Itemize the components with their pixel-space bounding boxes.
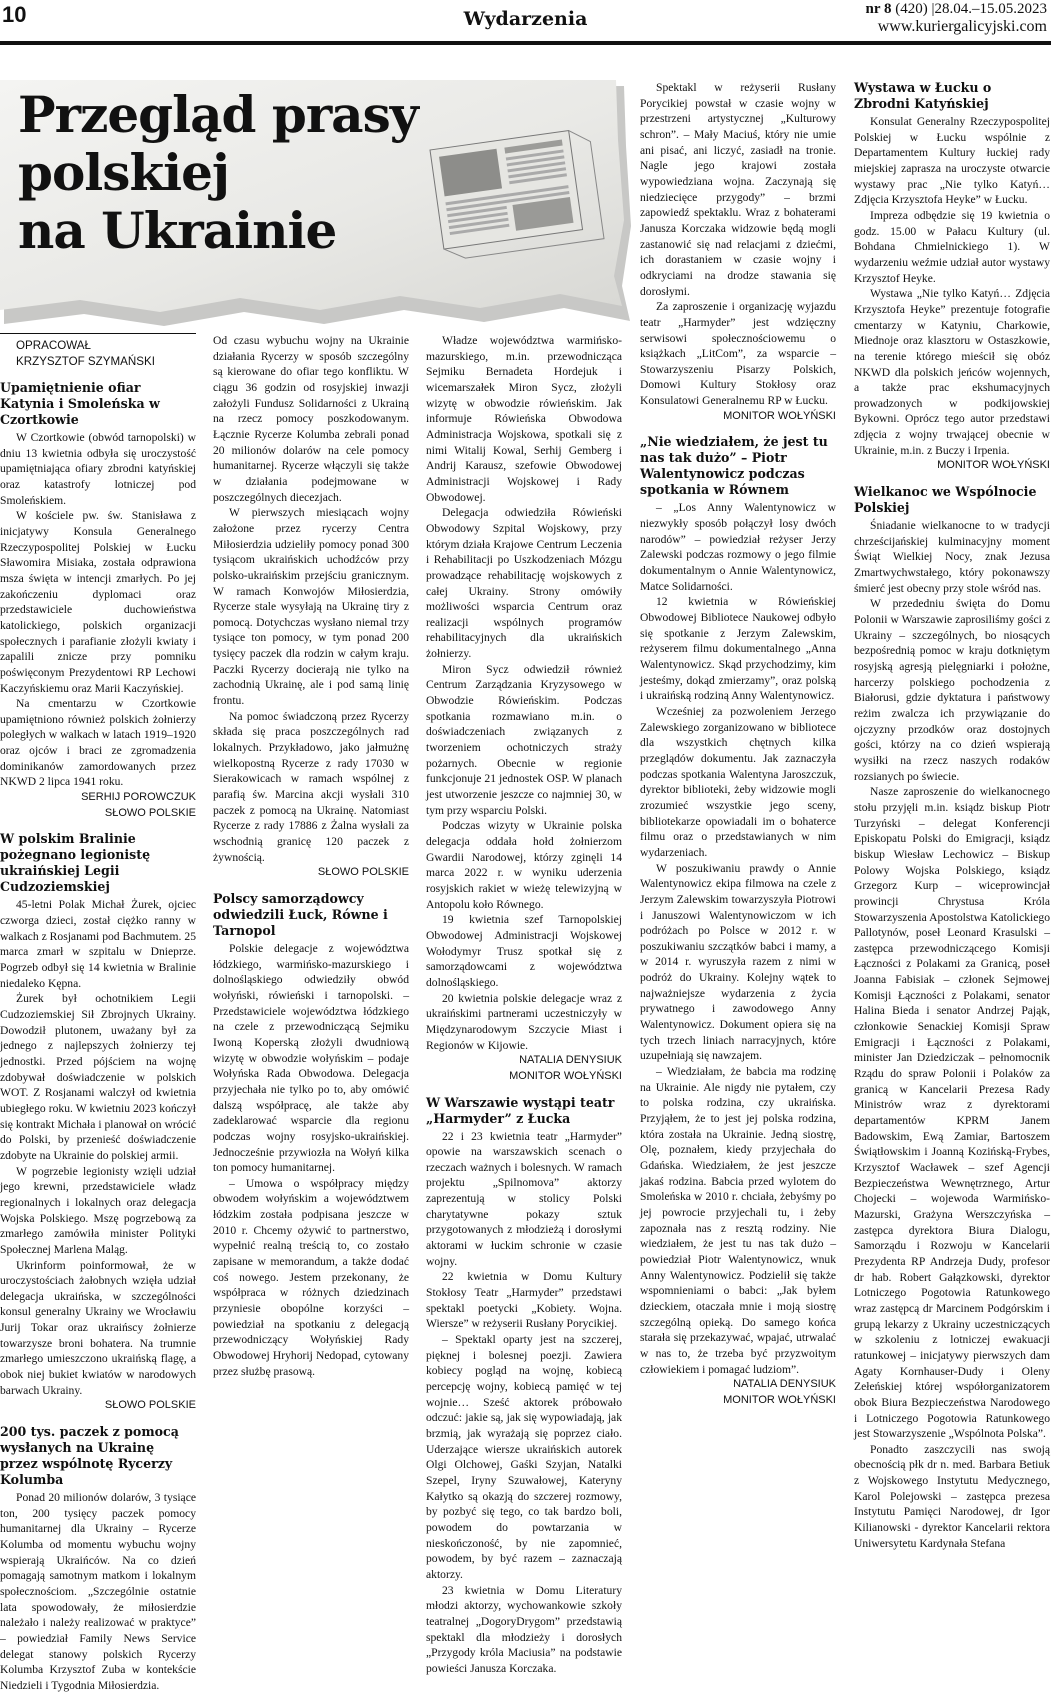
paragraph: 22 i 23 kwietnia teatr „Harmyder” opowie na warszawskich scenach o rzeczach ważnych i bolesnych. W ramach projektu „Spilnomova” aktorzy zaprezentują w stolicy Polski charytatywne pokazy sztuk przygotowanych z młodzieżą i dorosłymi aktorami w łuckim schronie w czasie wojny. xyxy=(426,1129,622,1268)
paragraph: Żurek był ochotnikiem Legii Cudzoziemskiej Sił Zbrojnych Ukrainy. Dowodził plutonem, uważany był za jednego z najlepszych żołnierzy tej jednostki. Przed pójściem na wojnę zdobywał doświadczenie w polskich WOT. Z Rosjanami walczył od kwietnia ubiegłego roku. W kwietniu 2023 kończył się kontrakt Michała i planował on wrócić do Polski, by przenieść doświadczenie zdobyte na Ukrainie do polskiej armii. xyxy=(0,992,196,1162)
article-source: SŁOWO POLSKIE xyxy=(317,866,409,879)
paragraph: Za zaproszenie i organizację wyjazdu teatr „Harmyder” jest wdzięczny serwisowi społecznościowemu o książkach „LitCom”, za wsparcie – Stowarzyszeniu Pisarzy Polskich, Domowi Kultury Stokłosy oraz Konsulatowi Generalnemu RP w Łucku. xyxy=(640,300,836,408)
paragraph: 19 kwietnia szef Tarnopolskiej Obwodowej Administracji Wojskowej Wołodymyr Trusz spotkał się z samorządowcami z województwa dolnośląskiego. xyxy=(426,913,622,989)
paragraph: W poszukiwaniu prawdy o Annie Walentynowicz ekipa filmowa na czele z Jerzym Zalewskim towarzyszyła Piotrowi i Januszowi Walentynowiczom w ich podróżach po Polsce w 2012 r. w poszukiwaniu szczątków babci i mamy, a w 2014 r. wyruszyła razem z nimi w podróż do Ukrainy. Kolejny wątek to najważniejsze wydarzenia z życia prywatnego i zawodowego Anny Walentynowicz. Dokument opiera się na tych trzech liniach narracyjnych, które uzupełniają się nawzajem. xyxy=(640,861,836,1063)
article-source: MONITOR WOŁYŃSKI xyxy=(723,1393,836,1406)
article-title: 200 tys. paczek z pomocą wysłanych na Ukrainę przez wspólnotę Rycerzy Kolumba xyxy=(0,1424,179,1488)
paragraph: Władze województwa warmińsko-mazurskiego, m.in. przewodnicząca Sejmiku Bernadeta Hordejuk i wicemarszałek Miron Sycz, złożyli wizytę w obwodzie rówieńskim. Jak informuje Rówieńska Obwodowa Administracja Wojskowa, spotkali się z nimi Witalij Kowal, Serhij Gemberg i Andrij Karausz, szefowie Obwodowej Administracji Wojskowej i Rady Obwodowej. xyxy=(426,334,622,504)
page-headline xyxy=(18,86,418,260)
paragraph: Wcześniej za pozwoleniem Jerzego Zalewskiego zorganizowano w bibliotece dla wszystkich chętnych kilka przeglądów dokumentu. Jak zaznaczyła podczas spotkania Walentyna Jaroszczuk, dyrektor biblioteki, żeby widzowie mogli zrozumieć wszystkie jego sceny, bibliotekarze opowiadali im o bohaterce filmu oraz o przedstawianych w nim wydarzeniach. xyxy=(640,704,836,859)
paragraph: Od czasu wybuchu wojny na Ukrainie działania Rycerzy w sposób szczególny są kierowane do ofiar tego konfliktu. W ciągu 36 godzin od rosyjskiej inwazji założyli Fundusz Solidarności z Ukrainą na rzecz pomocy poszkodowanym. Łącznie Rycerze Kolumba zebrali ponad 20 milionów dolarów na cele pomocy humanitarnej. Rycerze włączyli się także w działania podejmowane w poszczególnych diecezjach. xyxy=(213,334,409,504)
paragraph: 20 kwietnia polskie delegacje wraz z ukraińskimi partnerami uczestniczyły w Międzynarodowym Szczycie Miast i Regionów w Kijowie. xyxy=(426,991,622,1052)
byline xyxy=(0,333,196,370)
paragraph: – „Los Anny Walentynowicz w niezwykły sposób połączył losy dwóch narodów” – powiedział reżyser Jerzy Zalewski podczas rozmowy o jego filmie dokumentalnym o Annie Walentynowicz, Matce Solidarności. xyxy=(640,501,836,593)
article-title: Upamiętnienie ofiar Katynia i Smoleńska w Czortkowie xyxy=(0,380,160,427)
paragraph: – Umowa o współpracy między obwodem wołyńskim a województwem łódzkim została podpisana jeszcze w 2010 r. Chcemy ożywić to partnerstwo, wypełnić realną treścią to, co zostało zapisane w memorandum, a także dodać coś nowego. Jestem przekonany, że współpraca w różnych dziedzinach przyniesie obopólne korzyści – powiedział na spotkaniu z delegacją przewodniczący Wołyńskiej Rady Obwodowej Hryhorij Nedopad, cytowany przez służbę prasową. xyxy=(213,1176,409,1378)
article-title: W Warszawie wystąpi teatr „Harmyder” z Łucka xyxy=(426,1094,615,1126)
title-banner xyxy=(0,80,630,325)
paragraph: Na pomoc świadczoną przez Rycerzy składa się praca poszczególnych rad lokalnych. Przykładowo, jako jałmużnę wielkopostną Rycerze z rady 17030 w Sierakowicach w ramach wspólnej z parafią św. Marcina akcji wysłali 310 paczek z pomocą na Ukrainę. Natomiast Rycerze z rady 17886 z Żalna wysłali za wschodnią granicę 120 paczek z żywnością. xyxy=(213,709,409,864)
paragraph: 12 kwietnia w Rówieńskiej Obwodowej Bibliotece Naukowej odbyło się spotkanie z Jerzym Zalewskim, reżyserem filmu dokumentalnego „Anna Walentynowicz. Skąd przychodzimy, kim jesteśmy, dokąd zmierzamy”, oraz polską i ukraińską rodziną Anny Walentynowicz. xyxy=(640,595,836,703)
article-title: Wystawa w Łucku o Zbrodni Katyńskiej xyxy=(854,80,992,111)
headline-line-1: Przegląd prasy xyxy=(18,85,418,144)
headline-line-3: na Ukrainie xyxy=(18,201,337,260)
article-signature: SERHIJ POROWCZUK xyxy=(81,791,196,804)
paragraph: Wystawa „Nie tylko Katyń… Zdjęcia Krzysztofa Heyke” prezentuje fotografie cmentarzy w Katyniu, Charkowie, Miednoje oraz klasztoru w Ostaszkowie, na terenie którego mieścił się obóz NKWD dla polskich jeńców wojennych, a także prac ekshumacyjnych prowadzonych w podkijowskiej Bykowni. Oprócz tego autor przedstawi zdjęcia z wojny trwającej obecnie w Ukrainie, m.in. z Buczy i Irpenia. xyxy=(854,287,1050,457)
paragraph: Spektakl w reżyserii Rusłany Porycikiej powstał w czasie wojny w przestrzeni artystycznej „Kulturowy schron”. – Mały Maciuś, który nie umie ani pisać, ani liczyć, zasiadł na tronie. Nagle jego krajowi została wypowiedziana wojna. Zaczynają się niedziecięce przygody” – brzmi zapowiedź spektaklu. Wraz z bohaterami Janusza Korczaka widzowie będą mogli zastanowić się nad relacjami z dziećmi, ich dorastaniem w czasie wojny i odkryciami na drodze stawania się dorosłymi. xyxy=(640,81,836,298)
article-title: Polscy samorządowcy odwiedzili Łuck, Równe i Tarnopol xyxy=(213,890,388,938)
headline-line-2: polskiej xyxy=(18,143,229,202)
paragraph: Śniadanie wielkanocne to w tradycji chrześcijańskiej kulminacyjny moment Świąt Wielkiej Nocy, znak Jezusa Zmartwychwstałego, który pokonawszy śmierć jest obecny przy stole wśród nas. xyxy=(854,519,1050,595)
byline-author: KRZYSZTOF SZYMAŃSKI xyxy=(16,355,155,368)
paragraph: W przededniu święta do Domu Polonii w Warszawie zaprosiliśmy gości z Ukrainy – szczególnych, bo niosących bezpośrednią pomoc w kraju dotkniętym rosyjską agresją pielęgniarki i położne, harcerzy polskiego pochodzenia z Białorusi, gdzie dyktatura i państwowy reżim zwalcza ich przywiązanie do ojczyzny przodków oraz dostojnych gości, którzy na co dzień wspierają wysiłki na rzecz naszych rodaków rozsianych po świecie. xyxy=(854,597,1050,783)
article-title: „Nie wiedziałem, że jest tu nas tak dużo” – Piotr Walentynowicz podczas spotkania w Równem xyxy=(640,434,828,498)
website-link[interactable]: www.kuriergalicyjski.com xyxy=(877,18,1047,35)
article-signature: NATALIA DENYSIUK xyxy=(519,1054,622,1067)
article-source: SŁOWO POLSKIE xyxy=(104,1399,196,1412)
paragraph: 22 kwietnia w Domu Kultury Stokłosy Teatr „Harmyder” przedstawi spektakl poetycki „Kobiety. Wojna. Wiersze” w reżyserii Rusłany Porycikiej. xyxy=(426,1270,622,1331)
paragraph: Miron Sycz odwiedził również Centrum Zarządzania Kryzysowego w Obwodzie Rówieńskim. Podczas spotkania rozmawiano m.in. o doświadczeniach związanych z tworzeniem ochotniczych straży pożarnych. Obecnie w regionie funkcjonuje 21 jednostek OSP. W planach jest utworzenie jeszcze co najmniej 30, w tym przy wsparciu Polski. xyxy=(426,662,622,817)
column-1 xyxy=(0,333,196,1692)
column-5 xyxy=(854,80,1050,1633)
paragraph: Nasze zaproszenie do wielkanocnego stołu przyjęli m.in. ksiądz biskup Piotr Turzyński – delegat Konferencji Episkopatu Polski do Emigracji, ksiądz biskup Wiesław Lechowicz – Biskup Polowy Wojska Polskiego, ksiądz Grzegorz Kurp – wiceprowincjał prowincji Chrystusa Króla Stowarzyszenia Apostolstwa Katolickiego Pallotynów, poseł Leonard Krasulski – zastępca przewodniczącego Komisji Łączności z Polakami za Granicą, poseł Joanna Fabisiak – członek Sejmowej Komisji Łączności z Polakami, senator Halina Bieda i senator Andrzej Pająk, członkowie Senackiej Komisji Spraw Emigracji i Łączności z Polakami, minister Jan Dziedziczak – pełnomocnik Rządu do spraw Polonii i Polaków za granicą w Kancelarii Prezesa Rady Ministrów wraz z dyrektorami departamentów KPRM Janem Badowskim, Ewą Zamiar, Bartoszem Świątłowskim i Joanną Kozińską-Frybes, Krzysztof Wacławek – szef Agencji Bezpieczeństwa Wewnętrznego, Artur Chojecki – wojewoda Warmińsko-Mazurski, Grażyna Werszczyńska – zastępca dyrektora Biura Dialogu, Samorządu i Rozwoju w Kancelarii Prezydenta RP Andrzeja Dudy, profesor dr hab. Robert Gałązkowski, dyrektor Lotniczego Pogotowia Ratunkowego wraz zastępcą dr Marcinem Podgórskim i grupą lekarzy z Ukrainy uczestniczących w szkoleniu z lotniczej ewakuacji ratunkowej – inicjatywy pierwszych dam Agaty Kornhauser-Dudy i Oleny Zełeńskiej której współorganizatorem obok Biura Bezpieczeństwa Narodowego i Lotniczego Pogotowia Ratunkowego jest Stowarzyszenie „Wspólnota Polska”. xyxy=(854,785,1050,1441)
column-4 xyxy=(640,80,836,1633)
paragraph: – Spektakl oparty jest na szczerej, pięknej i bolesnej poezji. Zawiera kobiecy pogląd na wojnę, kobiecą percepcję wojny, kobiecą pamięć w tej wojnie… Sześć aktorek próbowało odczuć: jakie są, jak się wypowiadają, jak brzmią, jak wyrażają się poprzez ciało. Uderzające wiersze ukraińskich autorek Olgi Olchowej, Gaśki Szyjan, Natalki Szepel, Iryny Szuwałowej, Kateryny Kałytko są okazją do szczerej rozmowy, by pozbyć się tego, co tak bardzo boli, powodem do powtarzania w nieskończoność, by nie zapomnieć, powodem, by być razem – zaznaczają aktorzy. xyxy=(426,1333,622,1581)
header-rule xyxy=(0,41,1051,45)
paragraph: W Czortkowie (obwód tarnopolski) w dniu 13 kwietnia odbyła się uroczystość upamiętniająca ofiary zbrodni katyńskiej oraz katastrofy lotniczej pod Smoleńskiem. xyxy=(0,431,196,507)
column-2 xyxy=(213,333,409,1633)
paragraph: Ukrinform poinformował, że w uroczystościach żałobnych wzięła udział delegacja ukraińska, w szczególności konsul generalny Ukrainy we Wrocławiu Jurij Tokar oraz ukraińscy żołnierze towarzysze broni bohatera. Na trumnie zmarłego umieszczono ukraińską flagę, a obok niej bukiet kwiatów w narodowych barwach Ukrainy. xyxy=(0,1258,196,1397)
paragraph: – Wiedziałam, że babcia ma rodzinę na Ukrainie. Ale nigdy nie pytałem, czy to polska rodzina, czy ukraińska. Przyjąłem, że to jest jej polska rodzina, która została na Ukrainie. Jedną siostrę, Olę, poznałem, kiedy przyjechała do Gdańska. Wiedziałem, że jest jeszcze jakaś rodzina. Babcia przed wylotem do Smoleńska w 2010 r. chciała, żebyśmy po jej powrocie przyjechali tu, i żeby zapoznała nas z resztą rodziny. Nie wiedziałem, że jest tu nas tak dużo – powiedział Piotr Walentynowicz, wnuk Anny Walentynowicz. Podzielił się także wspomnieniami o babci: „Jak byłem dzieckiem, otaczała mnie i moją siostrę szczególną opieką. Do samego końca starała się przekazywać, wpajać, utrwalać w nas to, że trzeba być przyzwoitym człowiekiem i pomagać ludziom”. xyxy=(640,1065,836,1376)
paragraph: Konsulat Generalny Rzeczypospolitej Polskiej w Łucku wspólnie z Departamentem Kultury łuckiej rady miejskiej zaprasza na uroczyste otwarcie wystawy prac „Nie tylko Katyń… Zdjęcia Krzysztofa Heyke” w Łucku. xyxy=(854,115,1050,207)
column-3 xyxy=(426,333,622,1675)
page-header xyxy=(0,0,1051,48)
article-source: MONITOR WOŁYŃSKI xyxy=(723,409,836,422)
paragraph: Impreza odbędzie się 19 kwietnia o godz. 15.00 w Pałacu Kultury (ul. Bohdana Chmielnickiego 1). W wydarzeniu weźmie udział autor wystawy Krzysztof Heyke. xyxy=(854,208,1050,285)
paragraph: Podczas wizyty w Ukrainie polska delegacja oddała hołd żołnierzom Gwardii Narodowej, którzy zginęli 14 marca 2022 r. w wyniku uderzenia rosyjskich rakiet w wieżę telewizyjną w Antopolu koło Równego. xyxy=(426,819,622,911)
byline-label: OPRACOWAŁ xyxy=(16,339,91,352)
article-title: W polskim Bralinie pożegnano legionistę ukraińskiej Legii Cudzoziemskiej xyxy=(0,831,151,895)
issue-dates: (420) |28.04.–15.05.2023 xyxy=(891,1,1047,17)
paragraph: W pierwszych miesiącach wojny założone przez rycerzy Centra Miłosierdzia udzieliły pomocy ponad 300 tysiącom ukraińskich uchodźców przy polsko-ukraińskim przejściu granicznym. W ramach Konwojów Miłosierdzia, Rycerze stale wysyłają na Ukrainę tiry z pomocą. Dotychczas wysłano niemal trzy tysiące ton pomocy, w tym ponad 200 tysięcy paczek dla rodzin w całym kraju. Paczki Rycerzy docierają nie tylko na zachodnią Ukrainę, ale i pod samą linię frontu. xyxy=(213,506,409,708)
paragraph: Ponadto zaszczycili nas swoją obecnością płk dr n. med. Barbara Betiuk z Wojskowego Instytutu Medycznego, Karol Polejowski – zastępca prezesa Instytutu Pamięci Narodowej, dr Igor Kilianowski - dyrektor Kancelarii rektora Uniwersytetu Kardynała Stefana xyxy=(854,1442,1050,1550)
paragraph: W kościele pw. św. Stanisława z inicjatywy Konsula Generalnego Rzeczypospolitej Polskiej w Łucku Sławomira Misiaka, została odprawiona msza święta w intencji zmarłych. Po jej zakończeniu dyplomaci oraz przedstawiciele duchowieństwa katolickiego, polskich organizacji społecznych i parafianie złożyli kwiaty i zapalili znicze przy pomniku poświęconym Prezydentowi RP Lechowi Kaczyńskiemu oraz Marii Kaczyńskiej. xyxy=(0,509,196,695)
article-title: Wielkanoc we Wspólnocie Polskiej xyxy=(854,484,1037,516)
section-name: Wydarzenia xyxy=(463,8,588,30)
paragraph: Ponad 20 milionów dolarów, 3 tysiące ton, 200 tysięcy paczek pomocy humanitarnej dla Ukrainy – Rycerze Kolumba od momentu wybuchu wojny wspierają Ukraińców. Na co dzień pomagają samotnym matkom i lokalnym społecznościom. „Szczególnie ostatnie lata spowodowały, że miłosierdzie należało i należy realizować w praktyce” – powiedział Family News Service delegat stanowy polskich Rycerzy Kolumba Krzysztof Zuba w kontekście Niedzieli i Tygodnia Miłosierdzia. xyxy=(0,1491,196,1692)
paragraph: W pogrzebie legionisty wzięli udział jego krewni, przedstawiciele władz regionalnych i lokalnych oraz delegacja Wojska Polskiego. Mszę pogrzebową za zmarłego zamówiła minister Polityki Społecznej Marlena Maląg. xyxy=(0,1164,196,1256)
paragraph: 23 kwietnia w Domu Literatury młodzi aktorzy, wychowankowie szkoły teatralnej „DogoryDrygom” przedstawią spektakl dla młodzieży i dorosłych „Przygody króla Maciusia” na podstawie powieści Janusza Korczaka. xyxy=(426,1583,622,1675)
paragraph: Na cmentarzu w Czortkowie upamiętniono również polskich żołnierzy poległych w walkach w latach 1919–1920 oraz ojców i braci ze zgromadzenia dominikanów zamordowanych przez NKWD 2 lipca 1941 roku. xyxy=(0,697,196,789)
paragraph: 45-letni Polak Michał Żurek, ojciec czworga dzieci, został ciężko ranny w walkach z Rosjanami pod Bachmutem. 25 marca zmarł w szpitalu w Dnieprze. Pogrzeb odbył się 14 kwietnia w Bralinie niedaleko Kępna. xyxy=(0,898,196,990)
issue-info xyxy=(866,0,1047,19)
paragraph: Delegacja odwiedziła Rówieński Obwodowy Szpital Wojskowy, przy którym działa Krajowe Centrum Leczenia i Rehabilitacji po Uszkodzeniach Mózgu prowadzące rehabilitację wojskowych z całej Ukrainy. Strony omówiły możliwości wsparcia Centrum oraz realizacji wspólnych programów rehabilitacyjnych dla ukraińskich żołnierzy. xyxy=(426,506,622,661)
article-source: SŁOWO POLSKIE xyxy=(104,806,196,819)
issue-number: nr 8 xyxy=(865,1,892,17)
article-signature: NATALIA DENYSIUK xyxy=(733,1378,836,1391)
page-number: 10 xyxy=(2,2,27,27)
article-source: MONITOR WOŁYŃSKI xyxy=(937,459,1050,472)
article-source: MONITOR WOŁYŃSKI xyxy=(509,1069,622,1082)
paragraph: Polskie delegacje z województwa łódzkiego, warmińsko-mazurskiego i dolnośląskiego odwiedziły obwód wołyński, rówieński i tarnopolski. – Przedstawiciele województwa łódzkiego na czele z przewodniczącą Sejmiku Iwoną Koperską złożyli dwudniową wizytę w obwodzie wołyńskim – podaje Wołyńska Rada Obwodowa. Delegacja przyjechała nie tylko po to, aby omówić dalszą współpracę, ale także aby zadeklarować wsparcie dla regionu podczas wojny rosyjsko-ukraińskiej. Jednocześnie przywiozła na Wołyń kilka ton pomocy humanitarnej. xyxy=(213,941,409,1175)
